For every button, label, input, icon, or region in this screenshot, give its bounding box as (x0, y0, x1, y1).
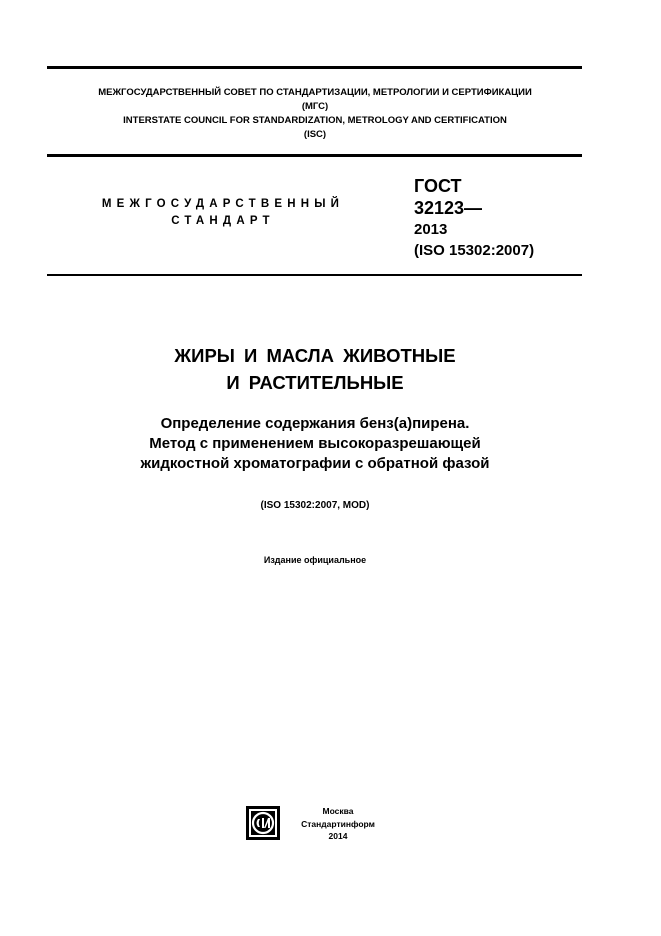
subtitle-line1: Определение содержания бенз(а)пирена. (160, 415, 470, 432)
document-subtitle (50, 414, 580, 474)
publisher-logo-icon (246, 806, 280, 840)
standard-designation (414, 176, 534, 261)
designation-year: 2013 (414, 221, 448, 238)
standard-type-line1: МЕЖГОСУДАРСТВЕННЫЙ (101, 198, 345, 210)
designation-iso-ref: (ISO 15302:2007) (414, 242, 535, 259)
designation-prefix: ГОСТ (414, 176, 462, 196)
header-divider (47, 154, 582, 157)
subtitle-line2: Метод с применением высокоразрешающей (149, 435, 481, 452)
council-abbr-ru: (МГС) (301, 101, 329, 112)
publisher-block (290, 805, 386, 843)
designation-number: 32123— (414, 198, 483, 218)
designation-divider (47, 274, 582, 276)
harmonization-note: (ISO 15302:2007, MOD) (260, 500, 370, 511)
standard-type-label (88, 196, 358, 230)
top-divider (47, 66, 582, 69)
council-header (40, 86, 590, 142)
council-abbr-en: (ISC) (303, 129, 327, 140)
document-title (60, 342, 570, 396)
edition-note: Издание официальное (263, 555, 367, 565)
council-name-en: INTERSTATE COUNCIL FOR STANDARDIZATION, METROLOGY AND CERTIFICATION (123, 115, 507, 126)
publisher-city: Москва (322, 806, 354, 816)
title-line2: И РАСТИТЕЛЬНЫЕ (226, 372, 404, 393)
standard-type-line2: СТАНДАРТ (171, 215, 275, 227)
council-name-ru: МЕЖГОСУДАРСТВЕННЫЙ СОВЕТ ПО СТАНДАРТИЗАЦИИ, МЕТРОЛОГИИ И СЕРТИФИКАЦИИ (98, 87, 532, 98)
title-line1: ЖИРЫ И МАСЛА ЖИВОТНЫЕ (174, 345, 456, 366)
subtitle-line3: жидкостной хроматографии с обратной фазой (140, 455, 490, 472)
publisher-year: 2014 (328, 831, 348, 841)
publisher-name: Стандартинформ (301, 818, 375, 829)
